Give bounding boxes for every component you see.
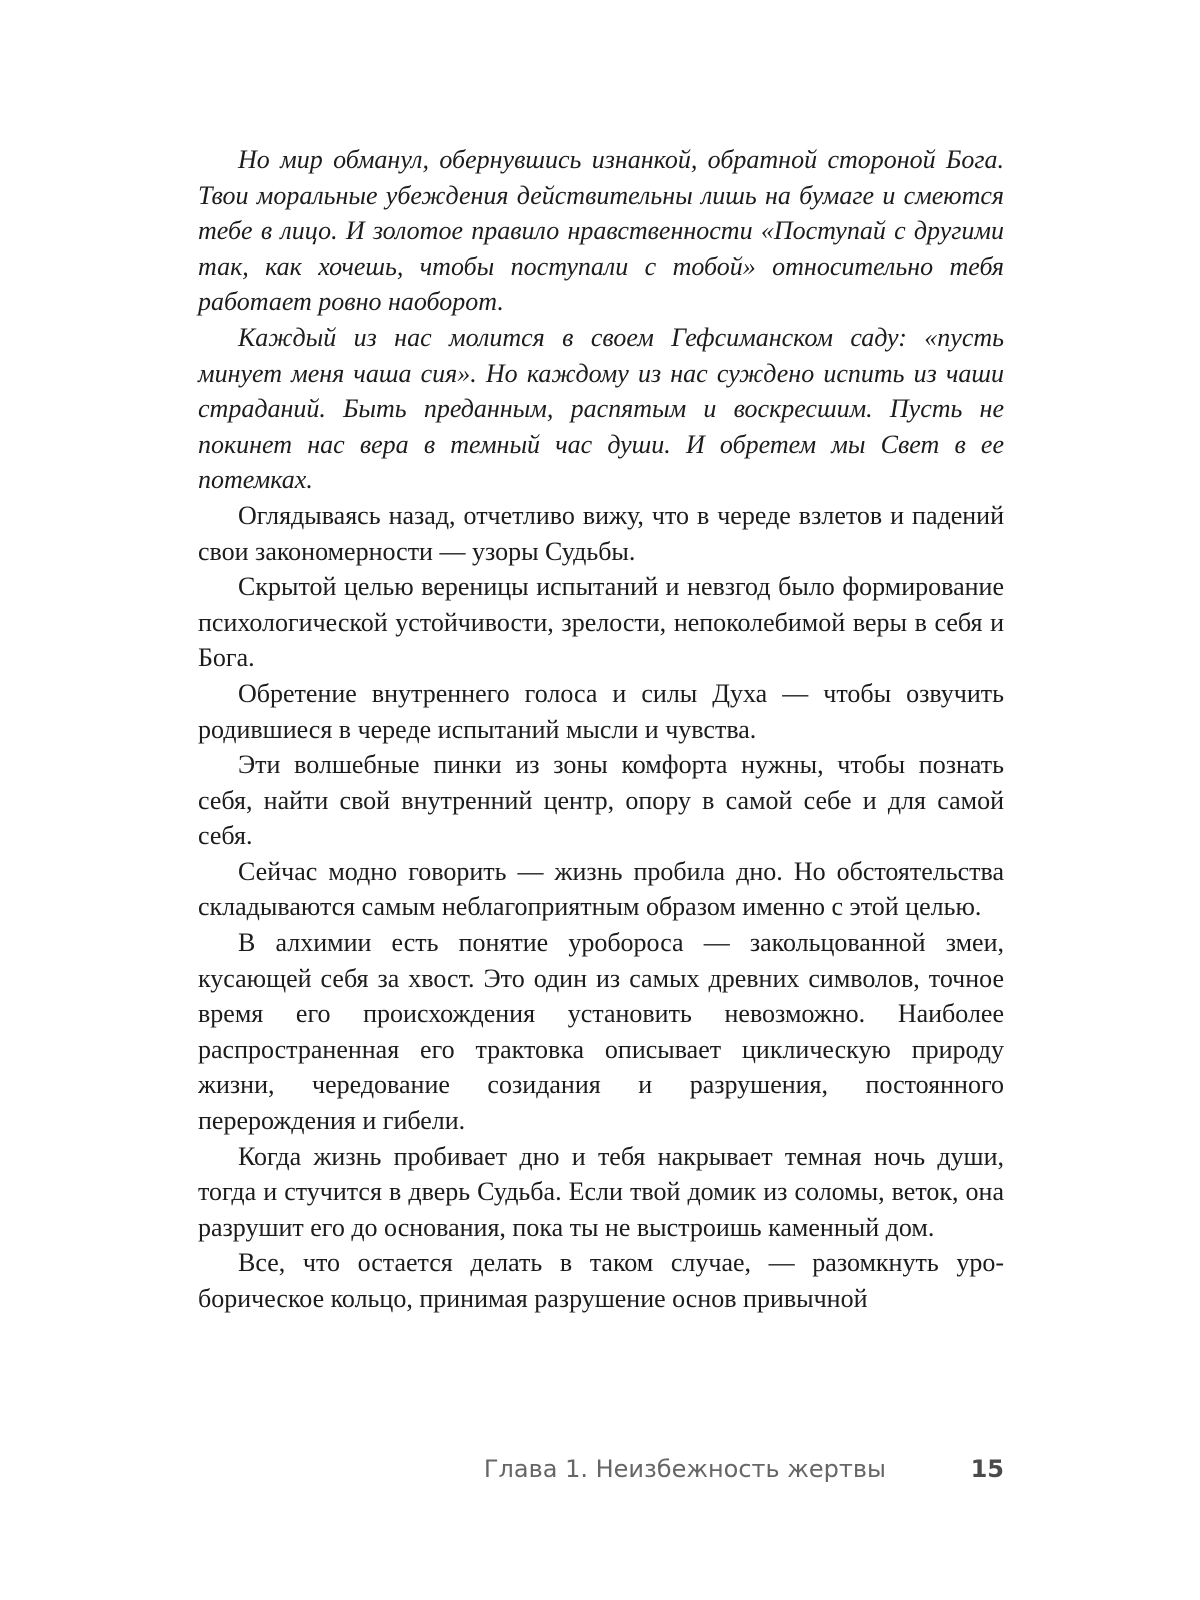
paragraph-9: Когда жизнь пробивает дно и тебя накрывает темная ночь души, тогда и стучится в дверь Судьба. Если твой домик из соломы, веток, она разрушит его до основания, пока ты не выстроишь каменный дом. [198, 1141, 1004, 1242]
paragraph-2: Каждый из нас молится в своем Гефсиманском саду: «пусть минует меня чаша сия». Но каждому из нас суждено испить из чаши страданий. Быть преданным, распятым и воскресшим. Пусть не покинет нас вера в темный час души. И обретем мы Свет в ее потемках. [198, 322, 1004, 495]
page-number: 15 [970, 1455, 1004, 1483]
paragraph-10: Все, что остается делать в таком случае, — разомкнуть уроборическое кольцо, принимая разрушение основ привычной [198, 1248, 1004, 1313]
page-body-text [198, 142, 1004, 1317]
paragraph-5: Обретение внутреннего голоса и силы Духа — чтобы озвучить родившиеся в череде испытаний мысли и чувства. [198, 678, 1004, 744]
page-footer [198, 1455, 1004, 1495]
running-chapter-title: Глава 1. Неизбежность жертвы [483, 1455, 886, 1483]
paragraph-6: Эти волшебные пинки из зоны комфорта нужны, чтобы познать себя, найти свой внутренний центр, опору в самой себе и для самой себя. [198, 750, 1004, 851]
paragraph-8: В алхимии есть понятие уробороса — закольцованной змеи, кусающей себя за хвост. Это один из самых древних символов, точное время его происхождения установить невозможно. Наиболее распространенная его трактовка описывает циклическую природу жизни, чередование созидания и разрушения, постоянного перерождения и гибели. [198, 928, 1004, 1136]
paragraph-3: Оглядываясь назад, отчетливо вижу, что в череде взлетов и падений свои закономерности — узоры Судьбы. [198, 500, 1004, 566]
paragraph-4: Скрытой целью вереницы испытаний и невзгод было формирование психологической устойчивости, зрелости, непоколебимой веры в себя и Бога. [198, 572, 1004, 673]
paragraph-1: Но мир обманул, обернувшись изнанкой, обратной стороной Бога. Твои моральные убеждения действительны лишь на бумаге и смеются тебе в лицо. И золотое правило нравственности «Поступай с другими так, как хочешь, чтобы поступали с тобой» относительно тебя работает ровно наоборот. [198, 145, 1004, 317]
paragraph-7: Сейчас модно говорить — жизнь пробила дно. Но обстоятельства складываются самым неблагоприятным образом именно с этой целью. [198, 856, 1004, 922]
